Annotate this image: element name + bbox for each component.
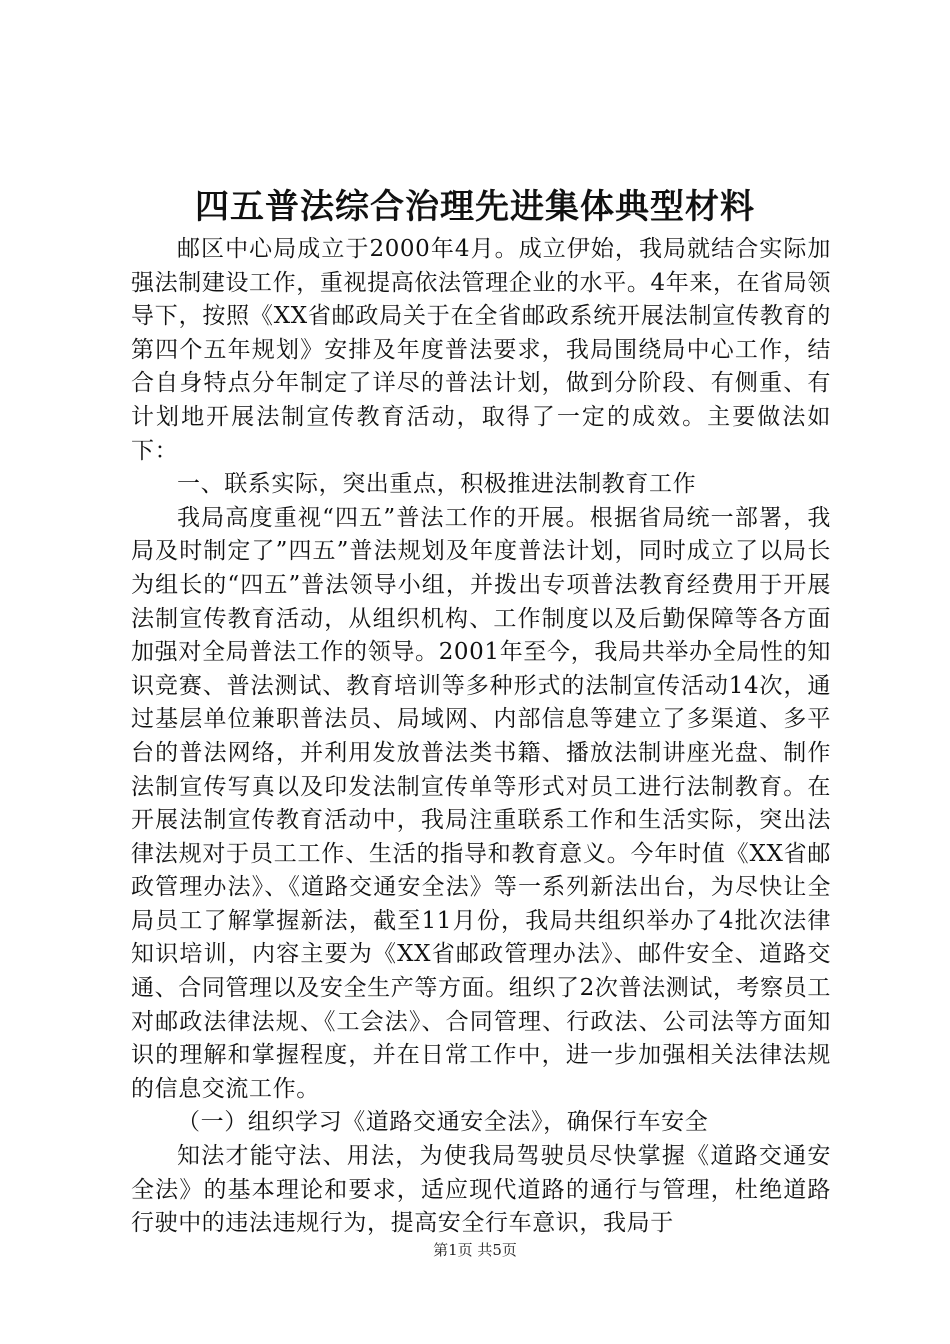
paragraph-subsection-1: 知法才能守法、用法，为使我局驾驶员尽快掌握《道路交通安全法》的基本理论和要求，适应现代道路的通行与管理，杜绝道路行驶中的违法违规行为，提高安全行车意识，我局于 xyxy=(131,1143,831,1237)
page-number-footer: 第1页 共5页 xyxy=(433,1241,517,1259)
subsection-heading-1: （一）组织学习《道路交通安全法》，确保行车安全 xyxy=(177,1109,709,1136)
document-title: 四五普法综合治理先进集体典型材料 xyxy=(195,187,755,227)
document-body xyxy=(131,233,831,1241)
paragraph-intro: 邮区中心局成立于2000年4月。成立伊始，我局就结合实际加强法制建设工作，重视提高依法管理企业的水平。4年来，在省局领导下，按照《XX省邮政局关于在全省邮政系统开展法制宣传教育的第四个五年规划》安排及年度普法要求，我局围绕局中心工作，结合自身特点分年制定了详尽的普法计划，做到分阶段、有侧重、有计划地开展法制宣传教育活动，取得了一定的成效。主要做法如下： xyxy=(131,236,831,464)
section-heading-1: 一、联系实际，突出重点，积极推进法制教育工作 xyxy=(177,471,697,498)
paragraph-section-1: 我局高度重视“四五”普法工作的开展。根据省局统一部署，我局及时制定了”四五”普法规划及年度普法计划，同时成立了以局长为组长的“四五”普法领导小组，并拨出专项普法教育经费用于开展法制宣传教育活动，从组织机构、工作制度以及后勤保障等各方面加强对全局普法工作的领导。2001年至今，我局共举办全局性的知识竞赛、普法测试、教育培训等多种形式的法制宣传活动14次，通过基层单位兼职普法员、局域网、内部信息等建立了多渠道、多平台的普法网络，并利用发放普法类书籍、播放法制讲座光盘、制作法制宣传写真以及印发法制宣传单等形式对员工进行法制教育。在开展法制宣传教育活动中，我局注重联系工作和生活实际，突出法律法规对于员工工作、生活的指导和教育意义。今年时值《XX省邮政管理办法》、《道路交通安全法》等一系列新法出台，为尽快让全局员工了解掌握新法，截至11月份，我局共组织举办了4批次法律知识培训，内容主要为《XX省邮政管理办法》、邮件安全、道路交通、合同管理以及安全生产等方面。组织了2次普法测试，考察员工对邮政法律法规、《工会法》、合同管理、行政法、公司法等方面知识的理解和掌握程度，并在日常工作中，进一步加强相关法律法规的信息交流工作。 xyxy=(131,504,831,1102)
